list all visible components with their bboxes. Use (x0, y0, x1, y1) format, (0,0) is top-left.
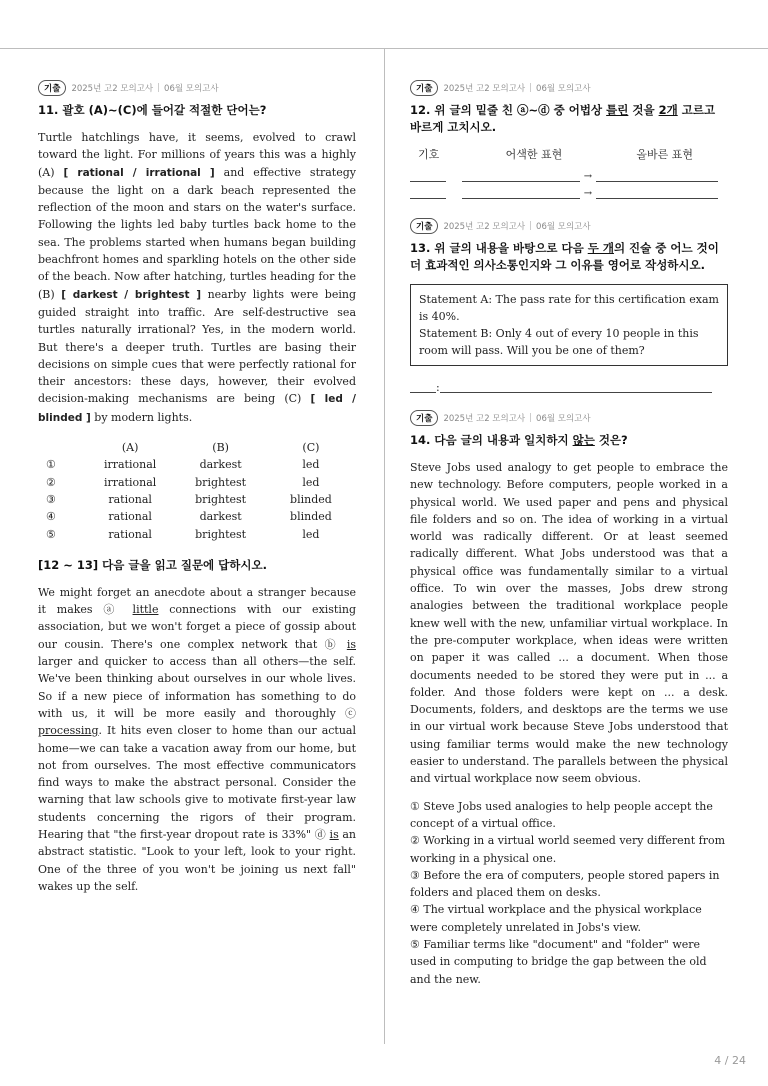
right-column (410, 80, 728, 988)
choice-number: ① (46, 458, 56, 472)
q12-answer-row-1[interactable] (410, 168, 728, 185)
underline-d: is (329, 827, 339, 841)
q14-option[interactable]: ④ The virtual workplace and the physical workplace were completely unrelated in Jobs's view. (410, 903, 702, 934)
choice-row[interactable]: ② irrational brightest led (46, 474, 356, 491)
q12-answer-row-2[interactable] (410, 185, 728, 202)
q14-option[interactable]: ② Working in a virtual world seemed very different from working in a physical one. (410, 834, 726, 865)
section-12-13-title: [12 ~ 13] 다음 글을 읽고 질문에 답하시오. (38, 557, 267, 572)
marker-c: ⓒ (345, 706, 356, 720)
page-number: 4 / 24 (714, 1054, 746, 1067)
q11-passage: Turtle hatchlings have, it seems, evolved to crawl toward the light. For millions of years this was a highly (A) [ rational / irrational ] and effective strategy because the light on a dark beach represented the reflection of the moon and stars on the water's surface. Following the lights led baby turtles back home to the sea. The problems started when humans began building beachfront homes and sparkling hotels on the other side of the beach. Now after hatching, turtles heading for the (B) [ darkest / brightest ] nearby lights were being guided straight into traffic. Are self-destructive sea turtles naturally irrational? Yes, in the modern world. But there's a deeper truth. Turtles are basing their decisions on simple cues that were perfectly rational for their ancestors: these days, however, their evolved decision-making mechanisms are being (C) [ led / blinded ] by modern lights. (38, 131, 357, 424)
correct-expression-blank[interactable] (596, 171, 718, 182)
correct-expression-blank[interactable] (596, 188, 718, 199)
exam-month: 06월 모의고사 (164, 84, 219, 94)
underline-c: processing (38, 724, 99, 738)
q12-answer-header (410, 146, 728, 162)
wrong-expression-blank[interactable] (462, 171, 580, 182)
arrow-icon: → (583, 188, 593, 199)
marker-d: ⓓ (314, 827, 326, 841)
col-symbol: 기호 (418, 148, 440, 161)
choice-number: ③ (46, 493, 56, 507)
underline-a: little (132, 603, 159, 617)
answer-colon: : (436, 380, 440, 394)
underline-b: is (346, 637, 356, 651)
q14-title: 14. 다음 글의 내용과 일치하지 않는 것은? (410, 433, 628, 447)
col-header-c: (C) (302, 441, 320, 455)
choice-row[interactable]: ③ rational brightest blinded (46, 491, 356, 508)
exam-badge: 기출 (38, 80, 66, 96)
q11-title: 11. 괄호 (A)~(C)에 들어갈 적절한 단어는? (38, 103, 267, 117)
col-header-b: (B) (212, 441, 229, 455)
col-correct-expression: 올바른 표현 (636, 148, 693, 161)
answer-reason-blank[interactable] (440, 382, 712, 393)
answer-choice-blank[interactable] (410, 382, 436, 393)
q12-source-tag: 기출 2025년 고2 모의고사 | 06월 모의고사 (410, 80, 728, 96)
q11-source-tag (38, 80, 356, 96)
option-b-brackets: [ darkest / brightest ] (61, 288, 202, 301)
statement-a: Statement A: The pass rate for this certification exam is 40%. (419, 293, 719, 323)
exam-year: 2025년 고2 모의고사 (71, 84, 154, 94)
q14-option[interactable]: ⑤ Familiar terms like "document" and "folder" were used in computing to bridge the gap between the old and the new. (410, 938, 707, 986)
choice-number: ⑤ (46, 527, 56, 541)
q13-source-tag: 기출 2025년 고2 모의고사 | 06월 모의고사 (410, 218, 728, 234)
marker-b: ⓑ (324, 637, 340, 651)
q13-title: 13. 위 글의 내용을 바탕으로 다음 두 개의 진술 중 어느 것이 더 효과적인 의사소통인지와 그 이유를 영어로 작성하시오. (410, 241, 719, 272)
choice-row[interactable]: ④ rational darkest blinded (46, 508, 356, 525)
wrong-expression-blank[interactable] (462, 188, 580, 199)
exam-badge: 기출 (410, 80, 438, 96)
marker-a: ⓐ (103, 603, 122, 617)
q13-answer-line[interactable] (410, 378, 728, 396)
col-header-a: (A) (121, 441, 139, 455)
choices-header-row (46, 439, 356, 456)
symbol-blank[interactable] (410, 171, 446, 182)
left-column (38, 80, 356, 895)
col-wrong-expression: 어색한 표현 (505, 148, 563, 161)
q14-source-tag: 기출 2025년 고2 모의고사 | 06월 모의고사 (410, 410, 728, 426)
option-a-brackets: [ rational / irrational ] (63, 166, 215, 179)
choice-row[interactable]: ① irrational darkest led (46, 456, 356, 473)
q14-option[interactable]: ① Steve Jobs used analogies to help people accept the concept of a virtual office. (410, 799, 713, 830)
tag-separator: | (157, 83, 161, 93)
q11-choices-table (46, 439, 356, 543)
option-c-brackets: [ led / blinded ] (38, 393, 357, 424)
column-divider (384, 48, 385, 1044)
section-passage: We might forget an anecdote about a stranger because it makes ⓐ little connections with our existing association, but we won't forget a piece of gossip about our cousin. There's one complex network that ⓑ is larger and quicker to access than all others—the self. We've been thinking about ourselves in our whole lives. So if a new piece of information has something to do with us, it will be more easily and thoroughly ⓒ processing. It hits even closer to home than our actual home—we can take a vacation away from our home, but not from ourselves. The most effective communicators find ways to make the abstract personal. Consider the warning that law schools give to motivate first-year law students concerning the rigors of their program. Hearing that "the first-year dropout rate is 33%" ⓓ is an abstract statistic. "Look to your left, look to your right. One of the three of you won't be joining us next fall" wakes up the self. (38, 585, 357, 893)
arrow-icon: → (583, 171, 593, 182)
exam-badge: 기출 (410, 218, 438, 234)
choice-number: ④ (46, 510, 56, 524)
q13-statement-box (410, 284, 728, 366)
exam-badge: 기출 (410, 410, 438, 426)
choice-row[interactable]: ⑤ rational brightest led (46, 526, 356, 543)
q14-options (410, 798, 728, 988)
q14-passage: Steve Jobs used analogy to get people to embrace the new technology. Before computers, people worked in a physical world. We used paper and pens and physical file folders and so on. The idea of working in a virtual world was radically different. Or at least seemed radically different. What Jobs understood was that a physical office was fundamentally similar to a virtual office. To win over the masses, Jobs drew strong analogies between the traditional workplace people knew well with the new, unfamiliar virtual workplace. In the pre-computer workplace, when ideas were written on paper it was called ... a document. When those documents needed to be stored they were put in ... a folder. And those folders were kept on ... a desk. Documents, folders, and desktops are the terms we use in our virtual work because Steve Jobs understood that using familiar terms would make the new technology easier to understand. The parallels between the physical and virtual workplace now seem obvious. (410, 461, 728, 786)
q14-option[interactable]: ③ Before the era of computers, people stored papers in folders and placed them on desks. (410, 868, 720, 900)
statement-b: Statement B: Only 4 out of every 10 people in this room will pass. Will you be one of them? (419, 327, 699, 357)
symbol-blank[interactable] (410, 188, 446, 199)
choice-number: ② (46, 475, 56, 489)
q12-title: 12. 위 글의 밑줄 친 ⓐ~ⓓ 중 어법상 틀린 것을 2개 고르고 바르게 고치시오. (410, 103, 716, 134)
